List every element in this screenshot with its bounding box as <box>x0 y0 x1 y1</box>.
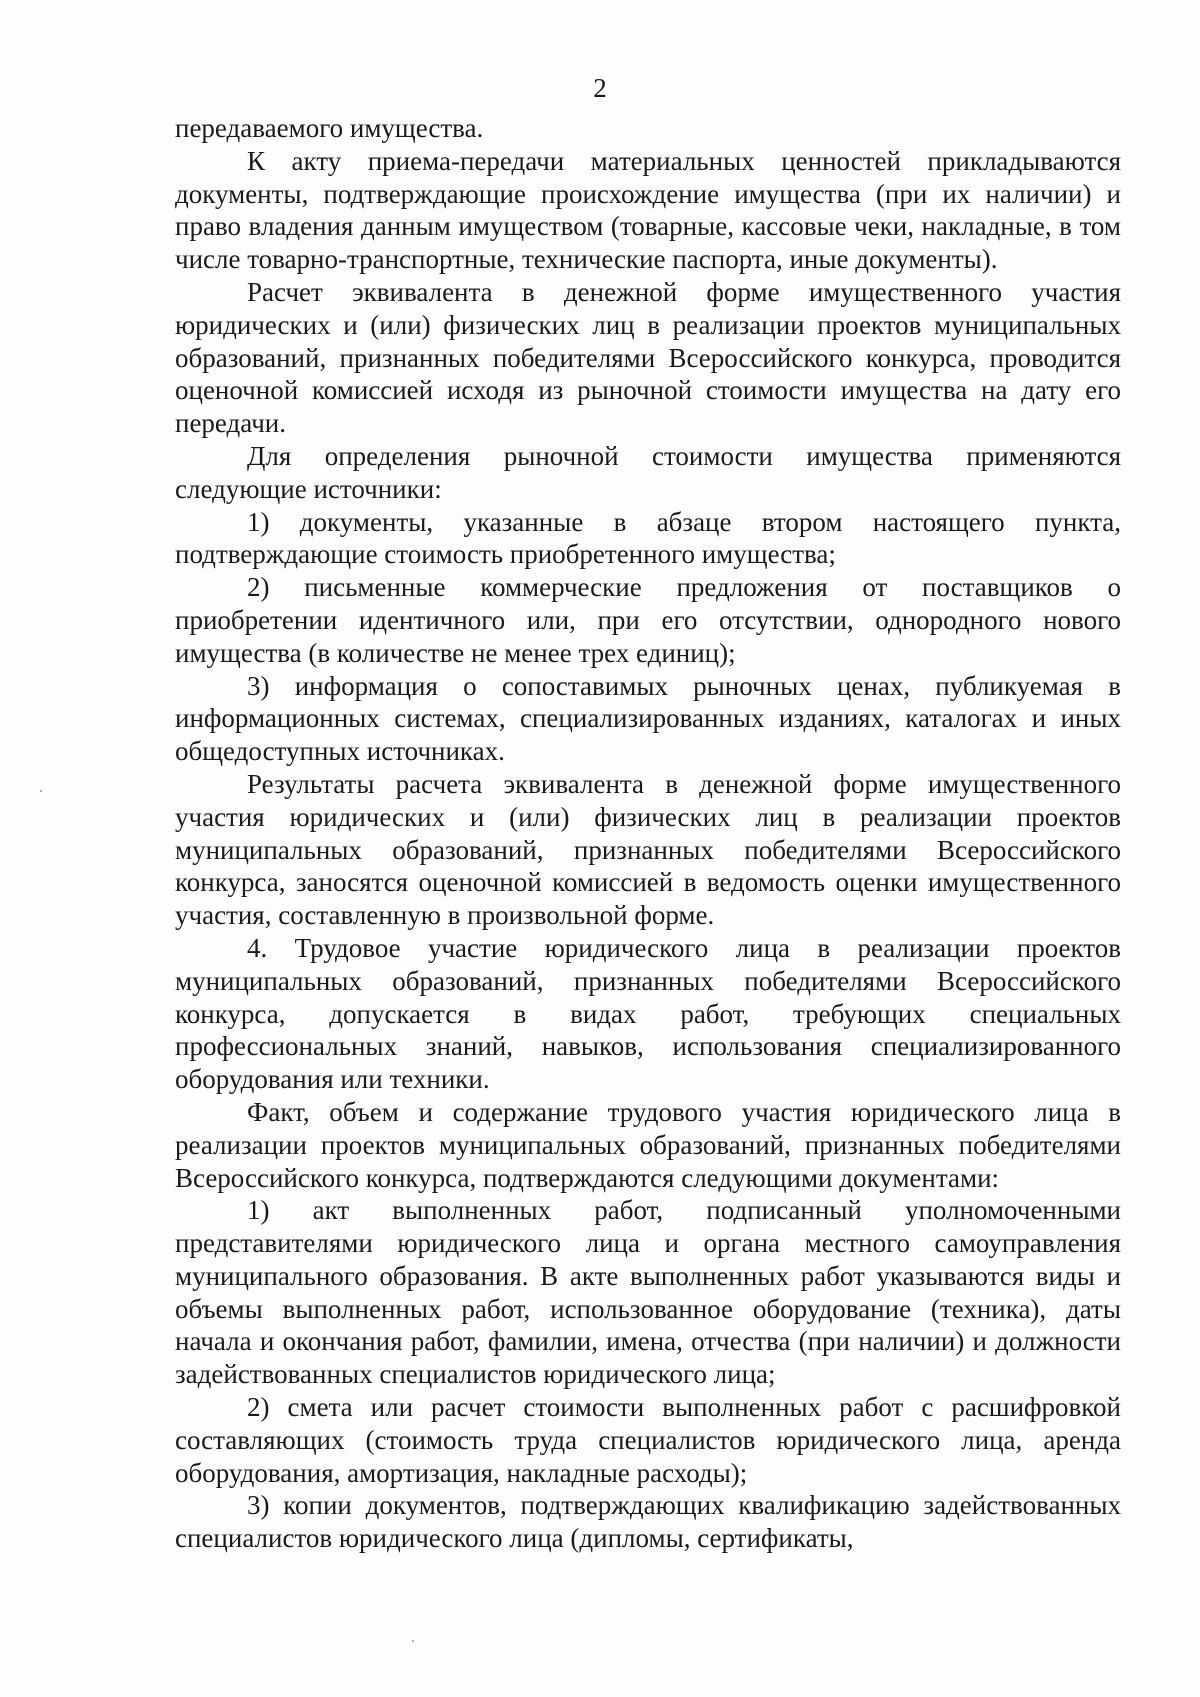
paragraph-equivalent-calculation: Расчет эквивалента в денежной форме имущественного участия юридических и (или) физических лиц в реализации проектов муниципальных образований, признанных победителями Всероссийского конкурса, проводится оценочной комиссией исходя из рыночной стоимости имущества на дату его передачи. <box>175 276 1121 439</box>
paragraph-labor-documents-intro: Факт, объем и содержание трудового участия юридического лица в реализации проектов муниципальных образований, признанных победителями Всероссийского конкурса, подтверждаются следующими документами: <box>175 1096 1121 1193</box>
scan-artifact <box>40 790 42 792</box>
page-number: 2 <box>593 73 607 103</box>
list-item-source-3: 3) информация о сопоставимых рыночных ценах, публикуемая в информационных системах, специализированных изданиях, каталогах и иных общедоступных источниках. <box>175 670 1121 767</box>
scan-artifact <box>412 1640 414 1642</box>
list-item-document-1: 1) акт выполненных работ, подписанный уполномоченными представителями юридического лица и органа местного самоуправления муниципального образования. В акте выполненных работ указываются виды и объемы выполненных работ, использованное оборудование (техника), даты начала и окончания работ, фамилии, имена, отчества (при наличии) и должности задействованных специалистов юридического лица; <box>175 1195 1121 1390</box>
paragraph-continuation: передаваемого имущества. <box>175 113 484 143</box>
paragraph-sources-intro: Для определения рыночной стоимости имущества применяются следующие источники: <box>175 440 1121 504</box>
document-body <box>175 112 1121 1555</box>
list-item-document-2: 2) смета или расчет стоимости выполненных работ с расшифровкой составляющих (стоимость труда специалистов юридического лица, аренда оборудования, амортизация, накладные расходы); <box>175 1392 1121 1488</box>
paragraph-labor-participation: 4. Трудовое участие юридического лица в реализации проектов муниципальных образований, признанных победителями Всероссийского конкурса, допускается в видах работ, требующих специальных профессиональных знаний, навыков, использования специализированного оборудования или техники. <box>175 932 1121 1095</box>
paragraph-attachments: К акту приема-передачи материальных ценностей прикладываются документы, подтверждающие происхождение имущества (при их наличии) и право владения данным имуществом (товарные, кассовые чеки, накладные, в том числе товарно-транспортные, технические паспорта, иные документы). <box>175 145 1121 275</box>
list-item-document-3: 3) копии документов, подтверждающих квалификацию задействованных специалистов юридического лица (дипломы, сертификаты, <box>175 1490 1121 1554</box>
list-item-source-1: 1) документы, указанные в абзаце втором настоящего пункта, подтверждающие стоимость приобретенного имущества; <box>175 506 1121 570</box>
paragraph-results: Результаты расчета эквивалента в денежной форме имущественного участия юридических и (или) физических лиц в реализации проектов муниципальных образований, признанных победителями Всероссийского конкурса, заносятся оценочной комиссией в ведомость оценки имущественного участия, составленную в произвольной форме. <box>175 768 1121 931</box>
list-item-source-2: 2) письменные коммерческие предложения от поставщиков о приобретении идентичного или, при его отсутствии, однородного нового имущества (в количестве не менее трех единиц); <box>175 572 1121 668</box>
